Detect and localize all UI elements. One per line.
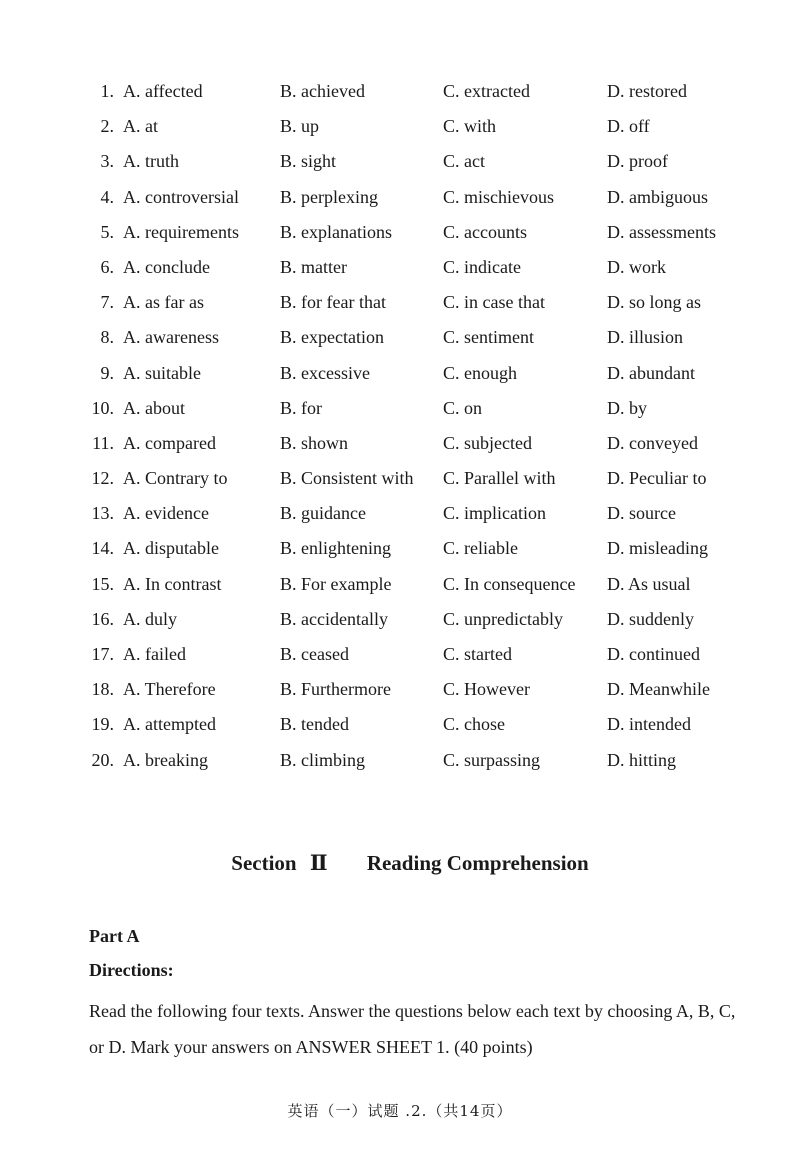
question-row	[0, 567, 800, 602]
question-number: 12.	[91, 468, 114, 489]
option-b: B. Consistent with	[280, 468, 414, 489]
option-d: D. conveyed	[607, 432, 698, 453]
question-row	[0, 356, 800, 391]
question-number: 4.	[100, 186, 114, 207]
section-roman-numeral: Ⅱ	[309, 851, 328, 875]
option-d: D. continued	[607, 644, 700, 664]
directions-text: Read the following four texts. Answer the questions below each text by choosing A, B, C, or D. Mark your answers on ANSWER SHEET 1. (40 points)	[89, 1001, 736, 1057]
option-b: B. For example	[280, 573, 392, 594]
question-number: 10.	[91, 397, 114, 418]
question-number: 15.	[91, 573, 114, 594]
option-b: B. climbing	[280, 749, 365, 770]
option-a: A. Therefore	[123, 679, 216, 700]
question-row	[0, 285, 800, 320]
question-number: 18.	[91, 679, 114, 700]
option-c: C. enough	[443, 362, 517, 383]
option-c: C. with	[443, 116, 497, 137]
option-b: B. explanations	[280, 221, 392, 242]
option-b: B. achieved	[280, 81, 365, 101]
option-c: C. sentiment	[443, 327, 534, 348]
option-b: B. shown	[280, 432, 349, 453]
option-a: A. suitable	[123, 362, 201, 383]
option-a: A. truth	[123, 151, 179, 172]
option-a: A. evidence	[123, 503, 209, 524]
option-c: C. on	[443, 397, 483, 418]
option-b: B. sight	[280, 151, 337, 172]
question-row	[0, 602, 800, 637]
option-d: D. by	[607, 397, 647, 418]
question-number: 8.	[100, 327, 114, 348]
question-row	[0, 144, 800, 179]
option-a: A. controversial	[123, 186, 239, 207]
question-number: 3.	[100, 151, 114, 172]
option-c: C. accounts	[443, 221, 527, 242]
question-number: 9.	[100, 362, 114, 383]
option-a: A. failed	[123, 644, 186, 664]
question-number: 1.	[100, 81, 114, 101]
option-c: C. extracted	[443, 81, 530, 101]
option-d: D. proof	[607, 151, 668, 172]
option-d: D. misleading	[607, 538, 708, 559]
section-label: Section	[231, 851, 297, 875]
question-row	[0, 496, 800, 531]
question-row	[0, 320, 800, 355]
option-b: B. accidentally	[280, 608, 388, 629]
option-d: D. As usual	[607, 573, 691, 594]
option-b: B. up	[280, 116, 320, 137]
option-c: C. in case that	[443, 292, 545, 313]
option-a: A. conclude	[123, 256, 210, 277]
option-a: A. at	[123, 116, 158, 137]
option-a: A. disputable	[123, 538, 219, 559]
option-d: D. off	[607, 116, 650, 137]
option-a: A. Contrary to	[123, 468, 228, 489]
option-c: C. chose	[443, 714, 505, 735]
question-row	[0, 391, 800, 426]
option-c: C. implication	[443, 503, 546, 524]
option-a: A. about	[123, 397, 185, 418]
question-number: 16.	[91, 608, 114, 629]
question-number: 19.	[91, 714, 114, 735]
option-d: D. work	[607, 256, 666, 277]
question-number: 13.	[91, 503, 114, 524]
option-c: C. unpredictably	[443, 608, 563, 629]
option-a: A. compared	[123, 432, 216, 453]
option-c: C. mischievous	[443, 186, 554, 207]
option-a: A. as far as	[123, 292, 204, 313]
option-b: B. matter	[280, 256, 347, 277]
option-c: C. In consequence	[443, 573, 576, 594]
question-number: 2.	[100, 116, 114, 137]
question-row	[0, 707, 800, 742]
question-number: 7.	[100, 292, 114, 313]
option-d: D. intended	[607, 714, 691, 735]
question-row	[0, 531, 800, 566]
option-b: B. for	[280, 397, 322, 418]
option-c: C. started	[443, 644, 512, 664]
question-number: 14.	[91, 538, 114, 559]
option-a: A. In contrast	[123, 573, 222, 594]
option-d: D. source	[607, 503, 676, 524]
option-b: B. tended	[280, 714, 349, 735]
option-b: B. ceased	[280, 644, 349, 664]
option-b: B. guidance	[280, 503, 366, 524]
question-row	[0, 74, 800, 109]
question-row	[0, 109, 800, 144]
question-number: 5.	[100, 221, 114, 242]
question-number: 17.	[91, 644, 114, 664]
option-c: C. Parallel with	[443, 468, 556, 489]
option-c: C. However	[443, 679, 530, 700]
option-b: B. perplexing	[280, 186, 378, 207]
option-b: B. for fear that	[280, 292, 386, 313]
question-row	[0, 672, 800, 707]
directions-label: Directions:	[89, 960, 174, 980]
option-a: A. awareness	[123, 327, 219, 348]
option-a: A. breaking	[123, 749, 208, 770]
question-number: 6.	[100, 256, 114, 277]
option-d: D. ambiguous	[607, 186, 708, 207]
question-row	[0, 250, 800, 285]
option-d: D. so long as	[607, 292, 701, 313]
option-b: B. excessive	[280, 362, 370, 383]
question-list	[0, 74, 800, 778]
question-row	[0, 215, 800, 250]
option-d: D. illusion	[607, 327, 684, 348]
option-a: A. attempted	[123, 714, 216, 735]
option-d: D. Peculiar to	[607, 468, 707, 489]
question-row	[0, 180, 800, 215]
option-a: A. duly	[123, 608, 177, 629]
option-a: A. affected	[123, 81, 203, 101]
option-c: C. subjected	[443, 432, 532, 453]
option-a: A. requirements	[123, 221, 239, 242]
part-label: Part A	[89, 926, 140, 946]
option-d: D. hitting	[607, 749, 677, 770]
option-c: C. indicate	[443, 256, 521, 277]
option-b: B. enlightening	[280, 538, 391, 559]
option-d: D. assessments	[607, 221, 716, 242]
question-number: 20.	[91, 749, 114, 770]
option-d: D. abundant	[607, 362, 695, 383]
option-d: D. Meanwhile	[607, 679, 710, 700]
section-heading: Reading Comprehension	[366, 851, 589, 875]
option-c: C. surpassing	[443, 749, 541, 770]
question-row	[0, 743, 800, 778]
question-row	[0, 426, 800, 461]
option-d: D. suddenly	[607, 608, 694, 629]
option-b: B. expectation	[280, 327, 384, 348]
option-d: D. restored	[607, 81, 687, 101]
question-row	[0, 637, 800, 672]
section-title	[0, 850, 800, 876]
question-number: 11.	[92, 432, 114, 453]
question-row	[0, 461, 800, 496]
option-b: B. Furthermore	[280, 679, 391, 700]
option-c: C. reliable	[443, 538, 518, 559]
page-footer: 英语（一）试题 .2.（共14页）	[287, 1102, 513, 1120]
option-c: C. act	[443, 151, 485, 172]
